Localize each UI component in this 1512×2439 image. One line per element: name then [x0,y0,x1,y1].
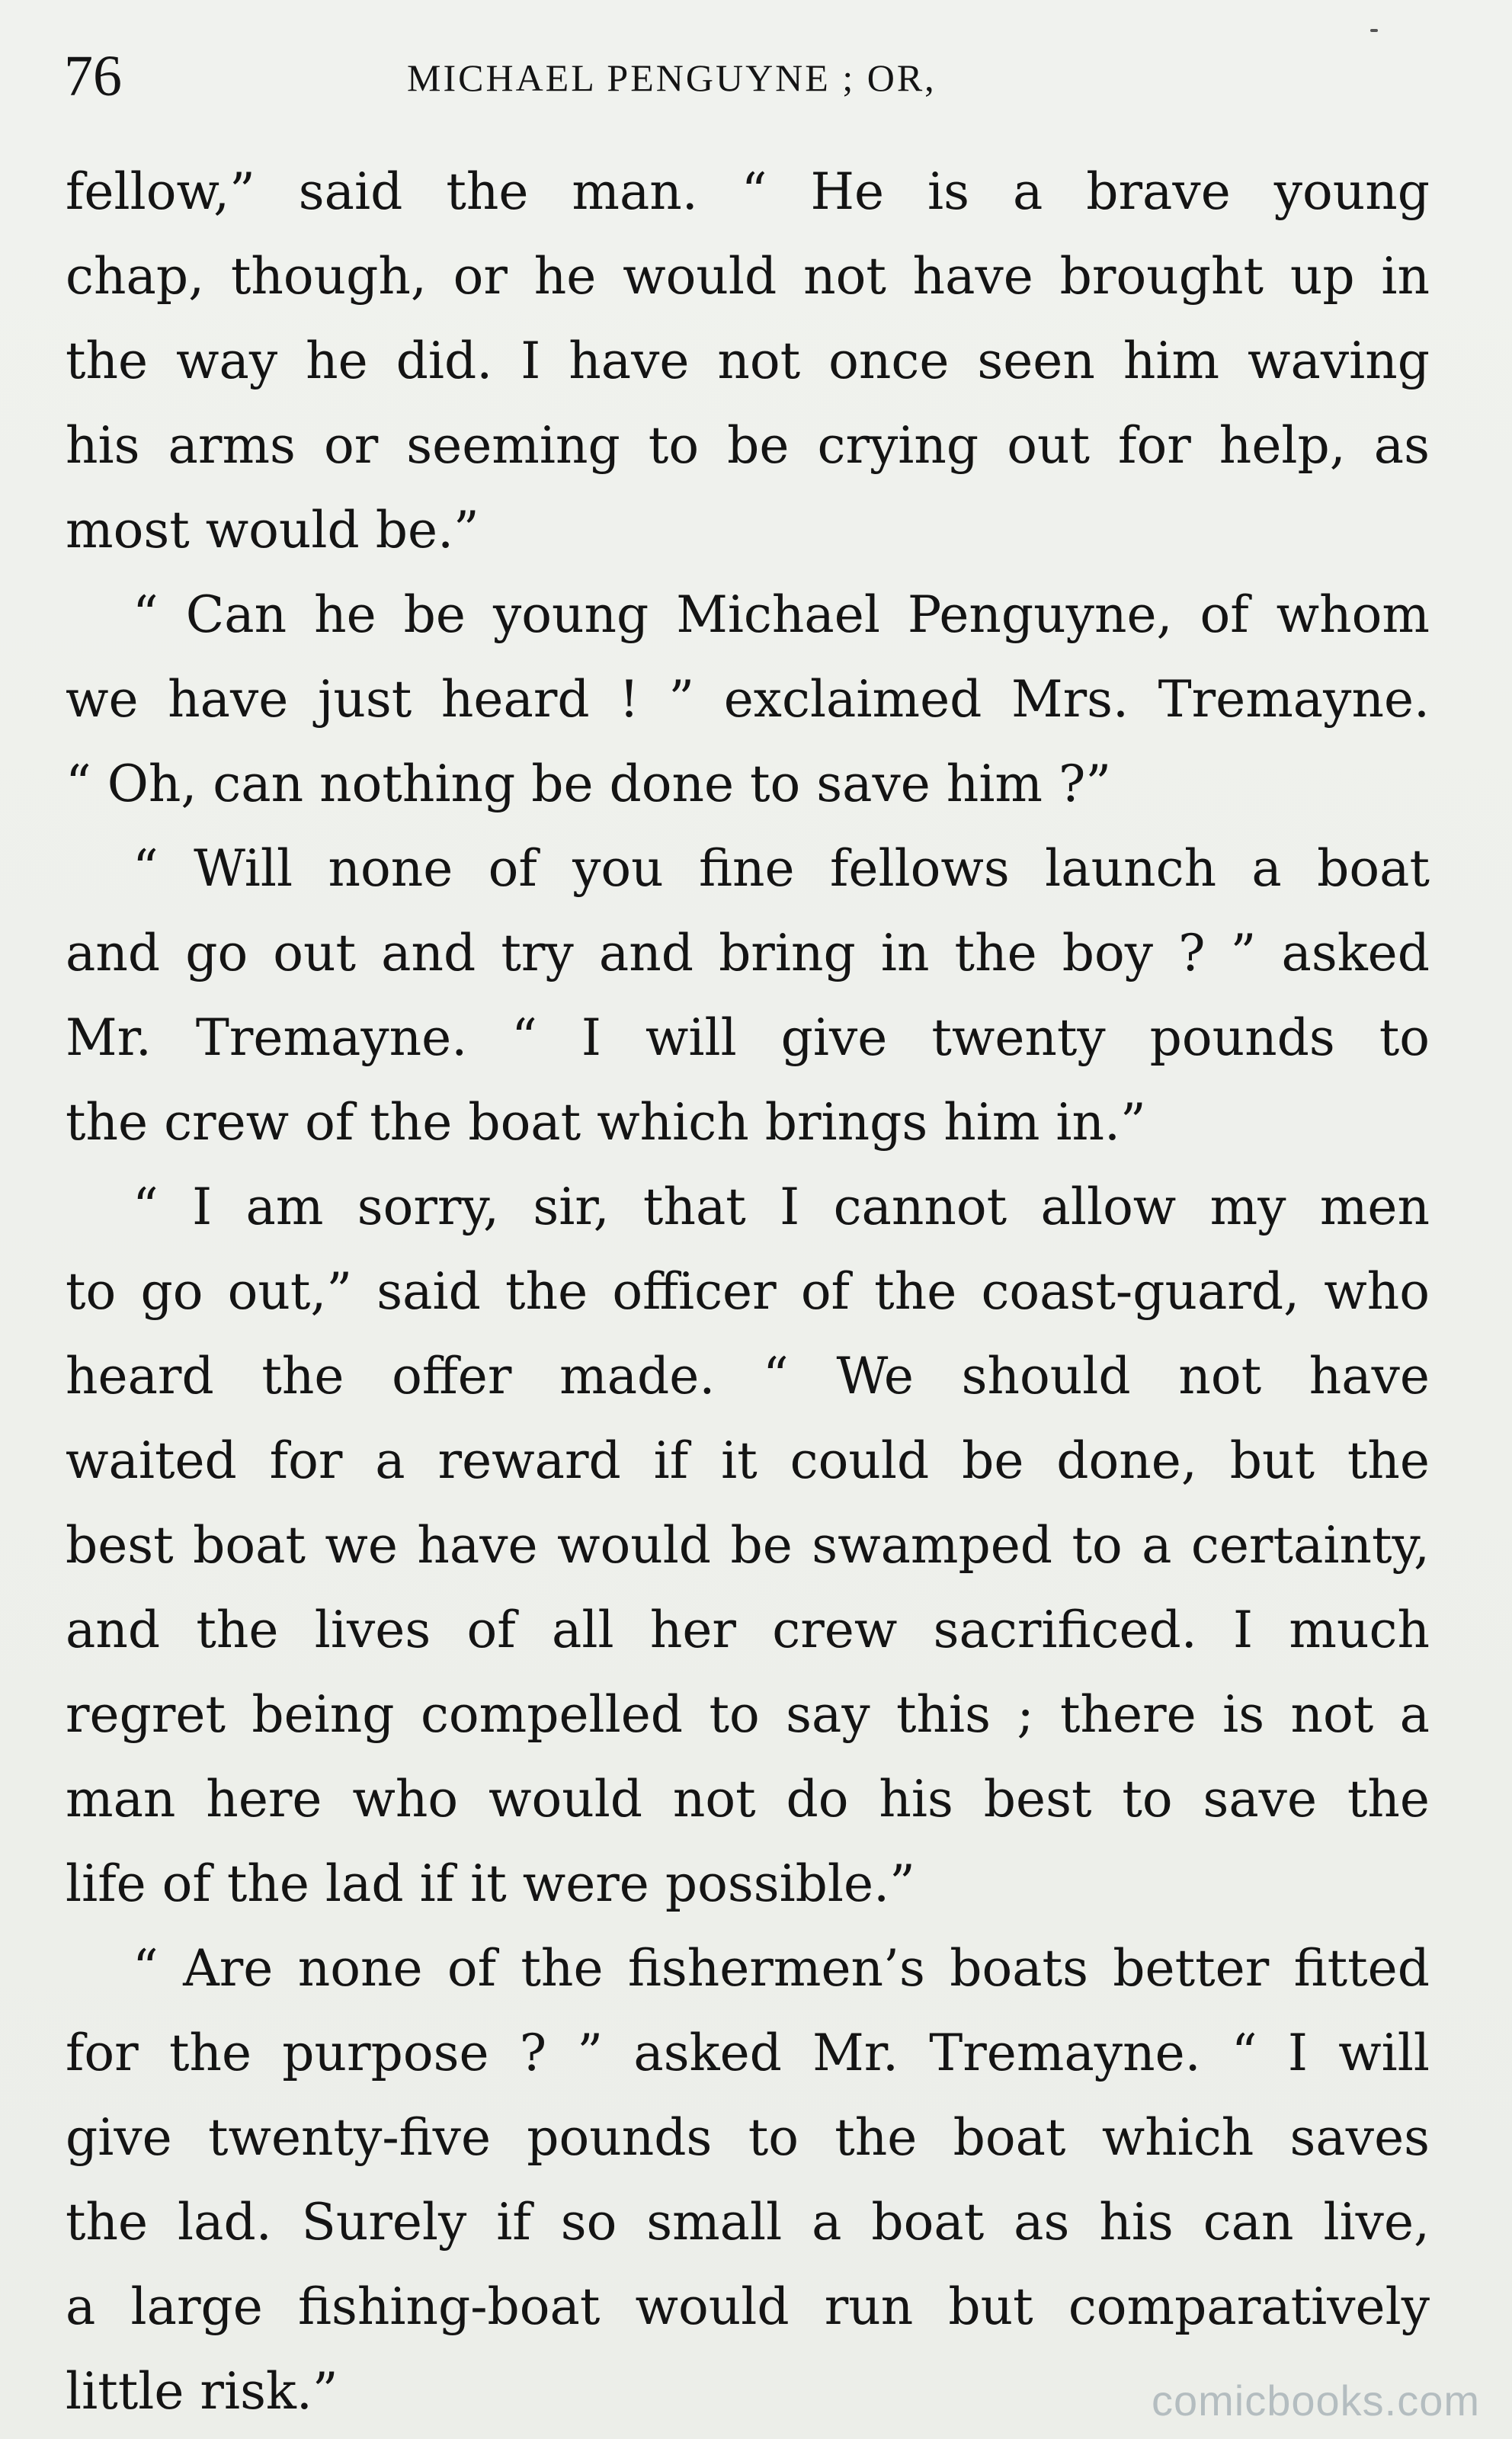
text-line: “ Are none of the fishermen’s boats better fitted [133,1939,1430,1998]
text-line: best boat we have would be swamped to a certainty, [66,1516,1430,1575]
print-speck [1370,29,1378,32]
text-line: his arms or seeming to be crying out for help, as [66,416,1430,475]
text-line: “ Oh, can nothing be done to save him ?” [66,755,1112,813]
body-text [66,149,1430,2434]
text-line: man here who would not do his best to save the [66,1770,1430,1828]
text-line: to go out,” said the officer of the coast-guard, who [66,1262,1430,1321]
page-header [64,38,1421,122]
text-line: we have just heard ! ” exclaimed Mrs. Tremayne. [66,670,1430,729]
text-line: “ Can he be young Michael Penguyne, of whom [133,585,1430,644]
text-line: most would be.” [66,501,479,559]
text-line: little risk.” [66,2362,338,2421]
text-line: and go out and try and bring in the boy ? ” asked [66,924,1430,982]
text-line: a large fishing-boat would run but comparatively [66,2277,1430,2336]
text-line: life of the lad if it were possible.” [66,1854,915,1913]
running-head: MICHAEL PENGUYNE ; OR, [407,56,937,99]
text-line: Mr. Tremayne. “ I will give twenty pounds to [66,1008,1430,1067]
text-line: and the lives of all her crew sacrificed. I much [66,1601,1430,1659]
paragraph [66,149,1430,572]
text-line: the way he did. I have not once seen him waving [66,332,1430,390]
paragraph [66,572,1430,826]
text-line: waited for a reward if it could be done, but the [66,1431,1430,1490]
text-line: “ Will none of you fine fellows launch a boat [133,839,1430,898]
text-line: for the purpose ? ” asked Mr. Tremayne. “ I will [66,2024,1430,2082]
text-line: the crew of the boat which brings him in.” [66,1093,1146,1152]
text-line: heard the offer made. “ We should not have [66,1347,1430,1405]
page-number: 76 [64,44,122,108]
text-line: regret being compelled to say this ; there is not a [66,1685,1430,1744]
text-line: fellow,” said the man. “ He is a brave young [66,162,1430,221]
text-line: “ I am sorry, sir, that I cannot allow my men [133,1178,1430,1236]
paragraph [66,826,1430,1165]
text-line: the lad. Surely if so small a boat as his can live, [66,2193,1430,2252]
paragraph [66,1926,1430,2434]
text-line: give twenty-five pounds to the boat which saves [66,2108,1430,2167]
paragraph [66,1165,1430,1926]
text-line: chap, though, or he would not have brought up in [66,247,1430,306]
site-watermark: comicbooks.com [1151,2377,1480,2425]
